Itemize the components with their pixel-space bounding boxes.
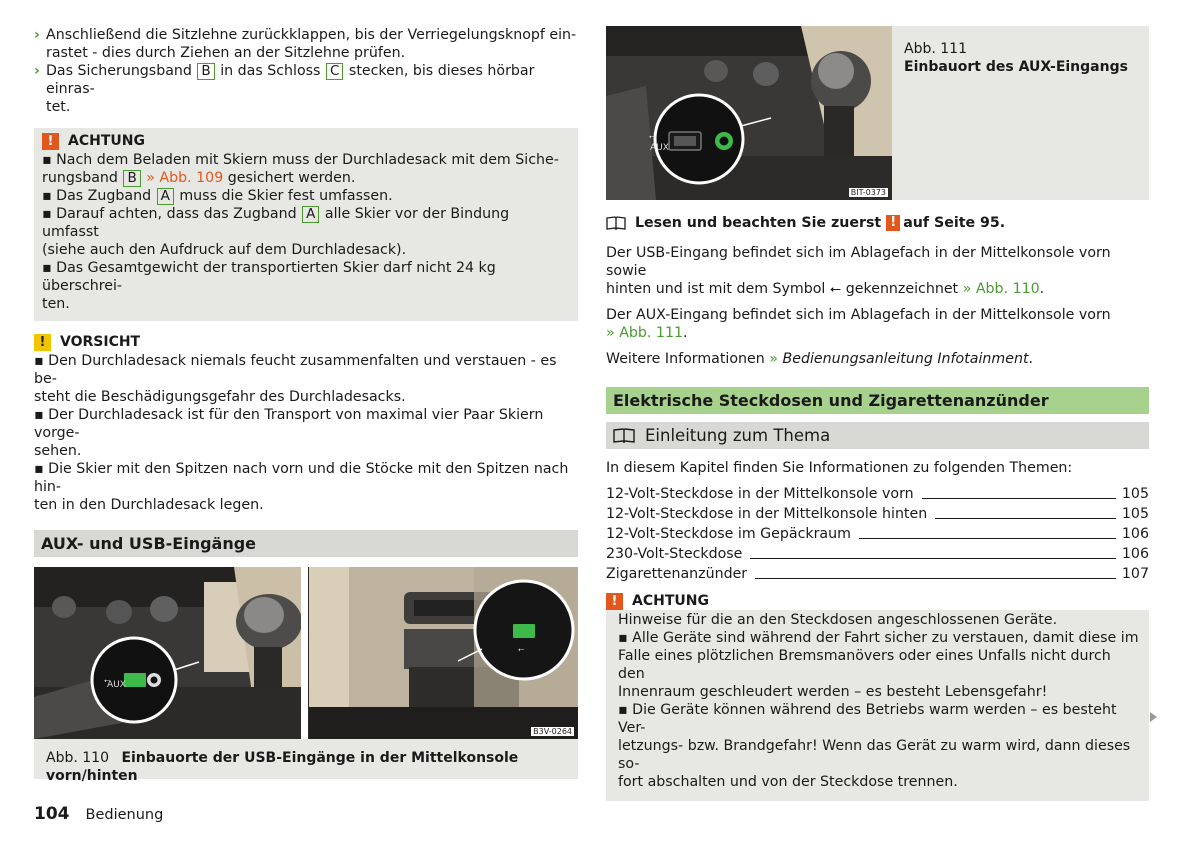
warning-box xyxy=(606,592,1149,801)
toc-page: 105 xyxy=(1121,506,1149,522)
figure-110 xyxy=(34,567,578,784)
toc-entry[interactable] xyxy=(606,543,1149,563)
subsection-heading xyxy=(606,422,1149,449)
toc-title: 230-Volt-Steckdose xyxy=(606,546,743,562)
step-text: in das Schloss xyxy=(220,63,321,79)
step-text: Das Sicherungsband xyxy=(46,63,192,79)
manual-link[interactable]: » xyxy=(769,351,778,367)
warning-lead: Hinweise für die an den Steckdosen angeschlossenen Geräte. xyxy=(618,612,1058,628)
body-text: . xyxy=(683,325,688,341)
figure-number: Abb. 110 xyxy=(46,750,109,766)
body-text: . xyxy=(1039,281,1045,297)
figure-link[interactable]: » Abb. 111 xyxy=(606,325,684,341)
warning-text: letzungs- bzw. Brandgefahr! Wenn das Gerät zu warm wird, dann dieses so- xyxy=(618,738,1131,772)
toc-leader xyxy=(755,578,1116,579)
caution-title: VORSICHT xyxy=(60,334,141,350)
warning-text: muss die Skier fest umfassen. xyxy=(179,188,393,204)
warning-text: Das Zugband xyxy=(56,188,152,204)
toc-entry[interactable] xyxy=(606,563,1149,583)
toc-leader xyxy=(750,558,1116,559)
figure-code: B3V-0264 xyxy=(533,727,572,736)
usb-paragraph xyxy=(606,244,1149,298)
book-icon xyxy=(613,428,635,443)
step-text: Anschließend die Sitzlehne zurückklappen, bis der Verriegelungsknopf ein- xyxy=(46,27,577,43)
key-marker: C xyxy=(326,63,343,80)
warning-box xyxy=(34,128,578,321)
caution-text: steht die Beschädigungsgefahr des Durchladesacks. xyxy=(34,389,406,405)
right-column xyxy=(606,26,1149,801)
caution-text: Die Skier mit den Spitzen nach vorn und die Stöcke mit den Spitzen nach hin- xyxy=(34,461,569,495)
figure-caption xyxy=(34,739,578,784)
warning-text: gesichert werden. xyxy=(227,170,356,186)
continue-arrow-icon[interactable] xyxy=(1150,712,1157,722)
read-note-text: auf Seite 95. xyxy=(903,215,1006,231)
info-paragraph xyxy=(606,350,1149,368)
instruction-step xyxy=(34,62,578,116)
aux-paragraph xyxy=(606,306,1149,342)
warning-title: ACHTUNG xyxy=(68,133,145,149)
toc-list xyxy=(606,483,1149,583)
warning-text: Nach dem Beladen mit Skiern muss der Durchladesack mit dem Siche- xyxy=(56,152,559,168)
warning-text: Falle eines plötzlichen Bremsmanövers oder eines Unfalls nicht durch den xyxy=(618,648,1111,682)
warning-item: ▪ Darauf achten, dass das Zugband A alle Skier vor der Bindung umfasst (siehe auch den Aufdruck auf dem Durchladesack). xyxy=(42,206,510,258)
figure-link[interactable]: » Abb. 110 xyxy=(962,281,1040,297)
section-heading-aux: AUX- und USB-Eingänge xyxy=(34,530,578,557)
caution-header xyxy=(34,333,578,351)
toc-title: 12-Volt-Steckdose in der Mittelkonsole vorn xyxy=(606,486,914,502)
svg-text:⭠: ⭠ xyxy=(104,676,111,685)
page-footer xyxy=(34,805,163,824)
caution-item: ▪ Die Skier mit den Spitzen nach vorn und die Stöcke mit den Spitzen nach hin- ten in den Durchladesack legen. xyxy=(34,461,569,513)
warning-text: fort abschalten und von der Steckdose trennen. xyxy=(618,774,958,790)
figure-caption xyxy=(892,26,1149,200)
figure-111 xyxy=(606,26,1149,200)
warning-body xyxy=(606,610,1149,801)
figure-title: Einbauort des AUX-Eingangs xyxy=(904,59,1128,75)
step-text: stecken, bis dieses hörbar einras- xyxy=(46,63,535,97)
toc-entry[interactable] xyxy=(606,523,1149,543)
console-photos xyxy=(34,567,578,739)
warning-text: rungsband xyxy=(42,170,118,186)
read-note-text: Lesen und beachten Sie zuerst xyxy=(635,215,882,231)
body-text: gekennzeichnet xyxy=(845,281,959,297)
toc-page: 106 xyxy=(1121,546,1149,562)
left-column xyxy=(34,26,578,784)
figure-111-photo xyxy=(606,26,892,200)
warning-text: Alle Geräte sind während der Fahrt sicher zu verstauen, damit diese im xyxy=(632,630,1139,646)
warning-header xyxy=(606,592,1149,610)
figure-number: Abb. 111 xyxy=(904,41,967,57)
step-arrow-icon: › xyxy=(34,27,40,43)
figure-link[interactable]: » Abb. 109 xyxy=(146,170,224,186)
caution-text: Den Durchladesack niemals feucht zusammenfalten und verstauen - es be- xyxy=(34,353,557,387)
step-text: rastet - dies durch Ziehen an der Sitzlehne prüfen. xyxy=(46,45,406,61)
caution-icon: ! xyxy=(34,334,51,351)
caution-text: Der Durchladesack ist für den Transport von maximal vier Paar Skiern vorge- xyxy=(34,407,544,441)
book-icon xyxy=(606,216,626,230)
warning-item: ▪ Das Zugband A muss die Skier fest umfassen. xyxy=(42,188,393,204)
toc-page: 107 xyxy=(1121,566,1149,582)
warning-text: Die Geräte können während des Betriebs warm werden – es besteht Ver- xyxy=(618,702,1117,736)
body-text: Der USB-Eingang befindet sich im Ablagefach in der Mittelkonsole vorn sowie xyxy=(606,245,1111,279)
step-text: tet. xyxy=(46,99,71,115)
toc-leader xyxy=(922,498,1116,499)
warning-text: Das Gesamtgewicht der transportierten Skier darf nicht 24 kg überschrei- xyxy=(42,260,496,294)
warning-text: alle Skier vor der Bindung umfasst xyxy=(42,206,510,240)
figure-title: Einbauorte der USB-Eingänge in der Mittelkonsole vorn/hinten xyxy=(46,750,519,784)
warning-item: ▪ Das Gesamtgewicht der transportierten Skier darf nicht 24 kg überschrei- ten. xyxy=(42,260,496,312)
body-text: . xyxy=(1028,351,1034,367)
caution-text: ten in den Durchladesack legen. xyxy=(34,497,264,513)
toc-entry[interactable] xyxy=(606,503,1149,523)
warning-item: ▪ Die Geräte können während des Betriebs warm werden – es besteht Ver- letzungs- bzw. Brandgefahr! Wenn das Gerät zu warm wird, dann dieses so- fort abschalten und von der Steckdose trennen. xyxy=(618,702,1131,790)
manual-title[interactable]: Bedienungsanleitung Infotainment xyxy=(782,351,1029,367)
body-text: Der AUX-Eingang befindet sich im Ablagefach in der Mittelkonsole vorn xyxy=(606,307,1111,323)
footer-section: Bedienung xyxy=(85,807,164,823)
aux-label: AUX xyxy=(107,680,126,690)
toc-page: 105 xyxy=(1121,486,1149,502)
toc-leader xyxy=(935,518,1116,519)
toc-title: Zigarettenanzünder xyxy=(606,566,748,582)
svg-text:⭠: ⭠ xyxy=(518,645,525,654)
caution-item: ▪ Den Durchladesack niemals feucht zusammenfalten und verstauen - es be- steht die Beschädigungsgefahr des Durchladesacks. xyxy=(34,353,557,405)
instruction-step xyxy=(34,26,578,62)
warning-text: Darauf achten, dass das Zugband xyxy=(56,206,297,222)
toc-title: 12-Volt-Steckdose in der Mittelkonsole hinten xyxy=(606,506,928,522)
caution-item: ▪ Der Durchladesack ist für den Transport von maximal vier Paar Skiern vorge- sehen. xyxy=(34,407,544,459)
warning-icon: ! xyxy=(886,215,900,231)
caution-box xyxy=(34,333,578,514)
body-text: Weitere Informationen xyxy=(606,351,765,367)
key-marker: A xyxy=(302,206,319,223)
key-marker: B xyxy=(123,170,140,187)
toc-entry[interactable] xyxy=(606,483,1149,503)
usb-symbol-icon: ⭠ xyxy=(829,281,842,297)
caution-text: sehen. xyxy=(34,443,82,459)
key-marker: A xyxy=(157,188,174,205)
section-heading-steckdosen: Elektrische Steckdosen und Zigarettenanzünder xyxy=(606,387,1149,414)
toc-title: 12-Volt-Steckdose im Gepäckraum xyxy=(606,526,851,542)
read-first-note xyxy=(606,214,1149,232)
toc-lead: In diesem Kapitel finden Sie Informationen zu folgenden Themen: xyxy=(606,460,1073,476)
warning-header xyxy=(42,132,566,150)
aux-label: AUX xyxy=(650,143,669,153)
warning-icon: ! xyxy=(42,133,59,150)
page-number: 104 xyxy=(34,804,70,824)
warning-text: Innenraum geschleudert werden – es besteht Lebensgefahr! xyxy=(618,684,1048,700)
subsection-title: Einleitung zum Thema xyxy=(645,425,831,445)
toc-page: 106 xyxy=(1121,526,1149,542)
warning-title: ACHTUNG xyxy=(632,593,709,609)
step-arrow-icon: › xyxy=(34,63,40,79)
svg-text:⭠: ⭠ xyxy=(649,132,656,141)
warning-item: ▪ Nach dem Beladen mit Skiern muss der Durchladesack mit dem Siche- rungsband B » Abb. 109 gesichert werden. xyxy=(42,152,559,186)
warning-item: ▪ Alle Geräte sind während der Fahrt sicher zu verstauen, damit diese im Falle eines plötzlichen Bremsmanövers oder eines Unfalls nicht durch den Innenraum geschleudert werden – es besteht Lebensgefahr! xyxy=(618,630,1139,700)
key-marker: B xyxy=(197,63,214,80)
body-text: hinten und ist mit dem Symbol xyxy=(606,281,826,297)
warning-text: (siehe auch den Aufdruck auf dem Durchladesack). xyxy=(42,242,407,258)
warning-text: ten. xyxy=(42,296,70,312)
console-photo xyxy=(606,26,892,200)
figure-code: BIT-0373 xyxy=(850,188,886,197)
warning-icon: ! xyxy=(606,593,623,610)
figure-110-photo xyxy=(34,567,578,739)
toc-leader xyxy=(859,538,1116,539)
